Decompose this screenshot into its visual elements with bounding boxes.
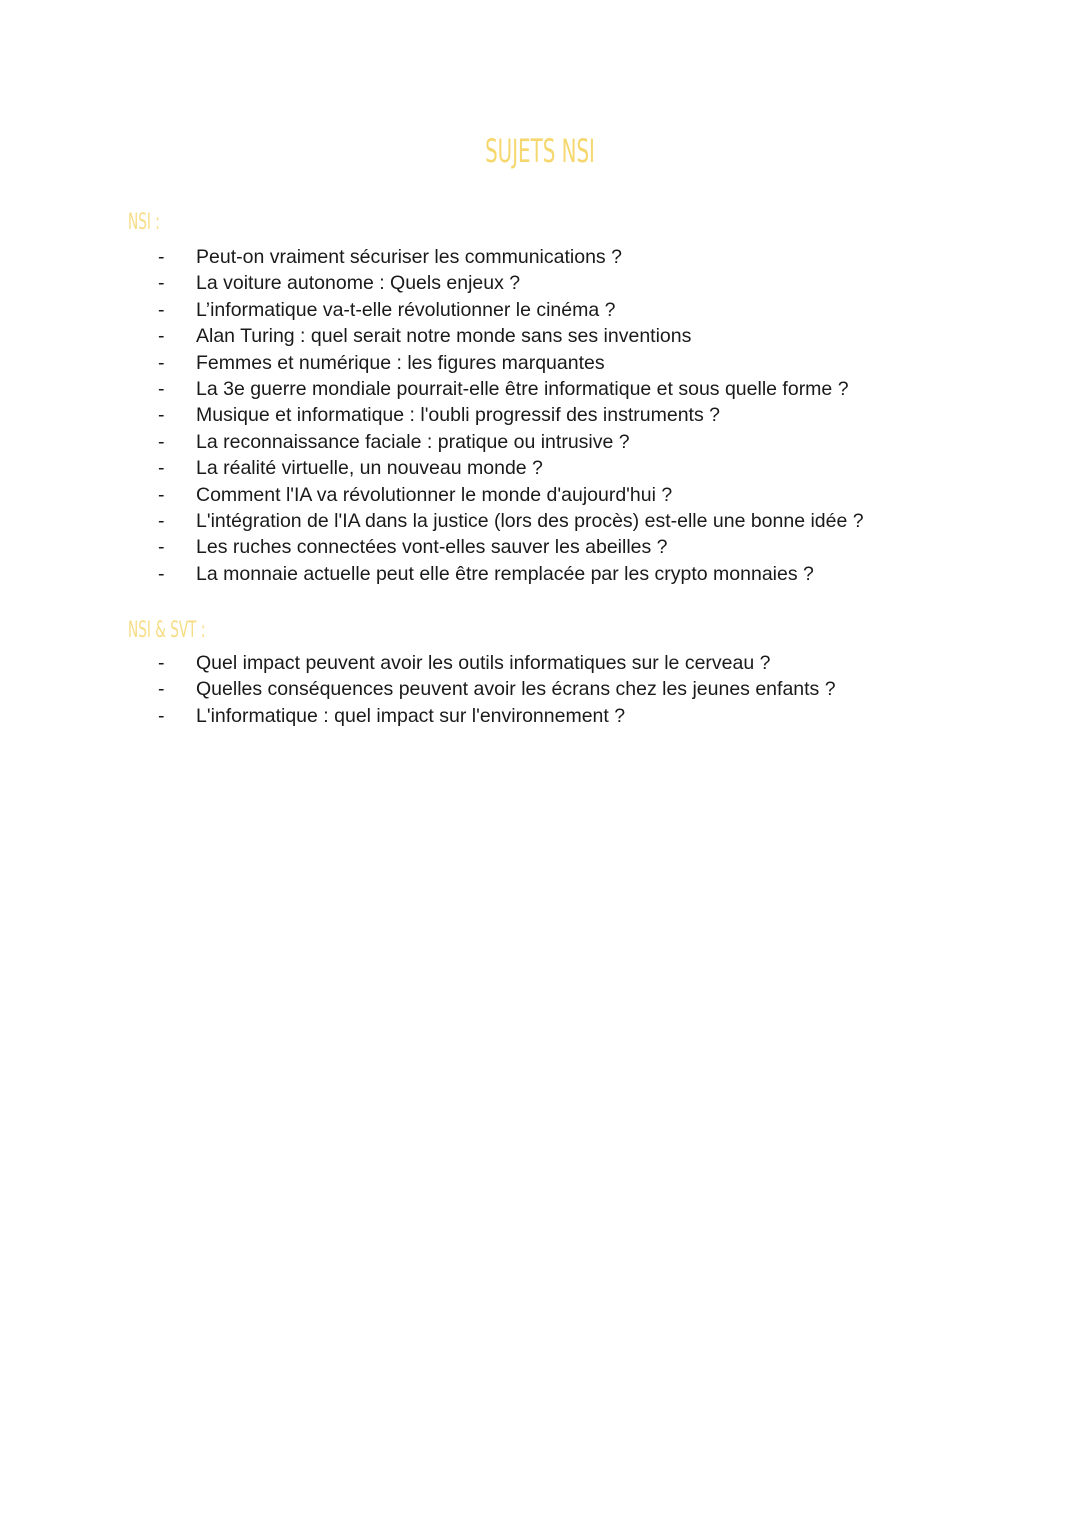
section-heading-nsi: NSI :: [128, 210, 160, 235]
bullet-dash: -: [158, 377, 165, 400]
topic-text: Quelles conséquences peuvent avoir les écrans chez les jeunes enfants ?: [196, 678, 836, 701]
bullet-dash: -: [158, 246, 165, 268]
topic-text: La réalité virtuelle, un nouveau monde ?: [196, 457, 543, 480]
topic-text: La reconnaissance faciale : pratique ou intrusive ?: [196, 430, 630, 453]
topic-text: L’informatique va-t-elle révolutionner le cinéma ?: [196, 298, 616, 321]
topic-text: Comment l'IA va révolutionner le monde d'aujourd'hui ?: [196, 483, 673, 506]
bullet-dash: -: [158, 678, 165, 701]
topic-text: L'intégration de l'IA dans la justice (lors des procès) est-elle une bonne idée ?: [196, 509, 864, 532]
bullet-dash: -: [158, 652, 165, 674]
bullet-dash: -: [158, 404, 165, 427]
topic-text: La monnaie actuelle peut elle être remplacée par les crypto monnaies ?: [196, 562, 814, 585]
bullet-dash: -: [158, 509, 165, 532]
topic-text: Peut-on vraiment sécuriser les communications ?: [196, 246, 622, 268]
topic-text: Alan Turing : quel serait notre monde sans ses inventions: [196, 325, 692, 348]
topic-text: Quel impact peuvent avoir les outils informatiques sur le cerveau ?: [196, 652, 771, 674]
bullet-dash: -: [158, 457, 165, 480]
bullet-dash: -: [158, 325, 165, 348]
page-title: SUJETS NSI: [485, 132, 595, 170]
topic-text: La voiture autonome : Quels enjeux ?: [196, 272, 521, 295]
bullet-dash: -: [158, 298, 165, 321]
bullet-dash: -: [158, 351, 165, 374]
section-heading-nsi-svt: NSI & SVT :: [128, 618, 206, 643]
topic-text: L'informatique : quel impact sur l'environnement ?: [196, 704, 626, 727]
topic-text: Femmes et numérique : les figures marquantes: [196, 351, 605, 374]
bullet-dash: -: [158, 272, 165, 295]
bullet-dash: -: [158, 483, 165, 506]
bullet-dash: -: [158, 562, 165, 585]
bullet-dash: -: [158, 430, 165, 453]
topic-text: Musique et informatique : l'oubli progressif des instruments ?: [196, 404, 720, 427]
bullet-dash: -: [158, 704, 165, 727]
bullet-dash: -: [158, 536, 165, 559]
topic-text: La 3e guerre mondiale pourrait-elle être informatique et sous quelle forme ?: [196, 377, 849, 400]
topic-text: Les ruches connectées vont-elles sauver les abeilles ?: [196, 536, 668, 559]
